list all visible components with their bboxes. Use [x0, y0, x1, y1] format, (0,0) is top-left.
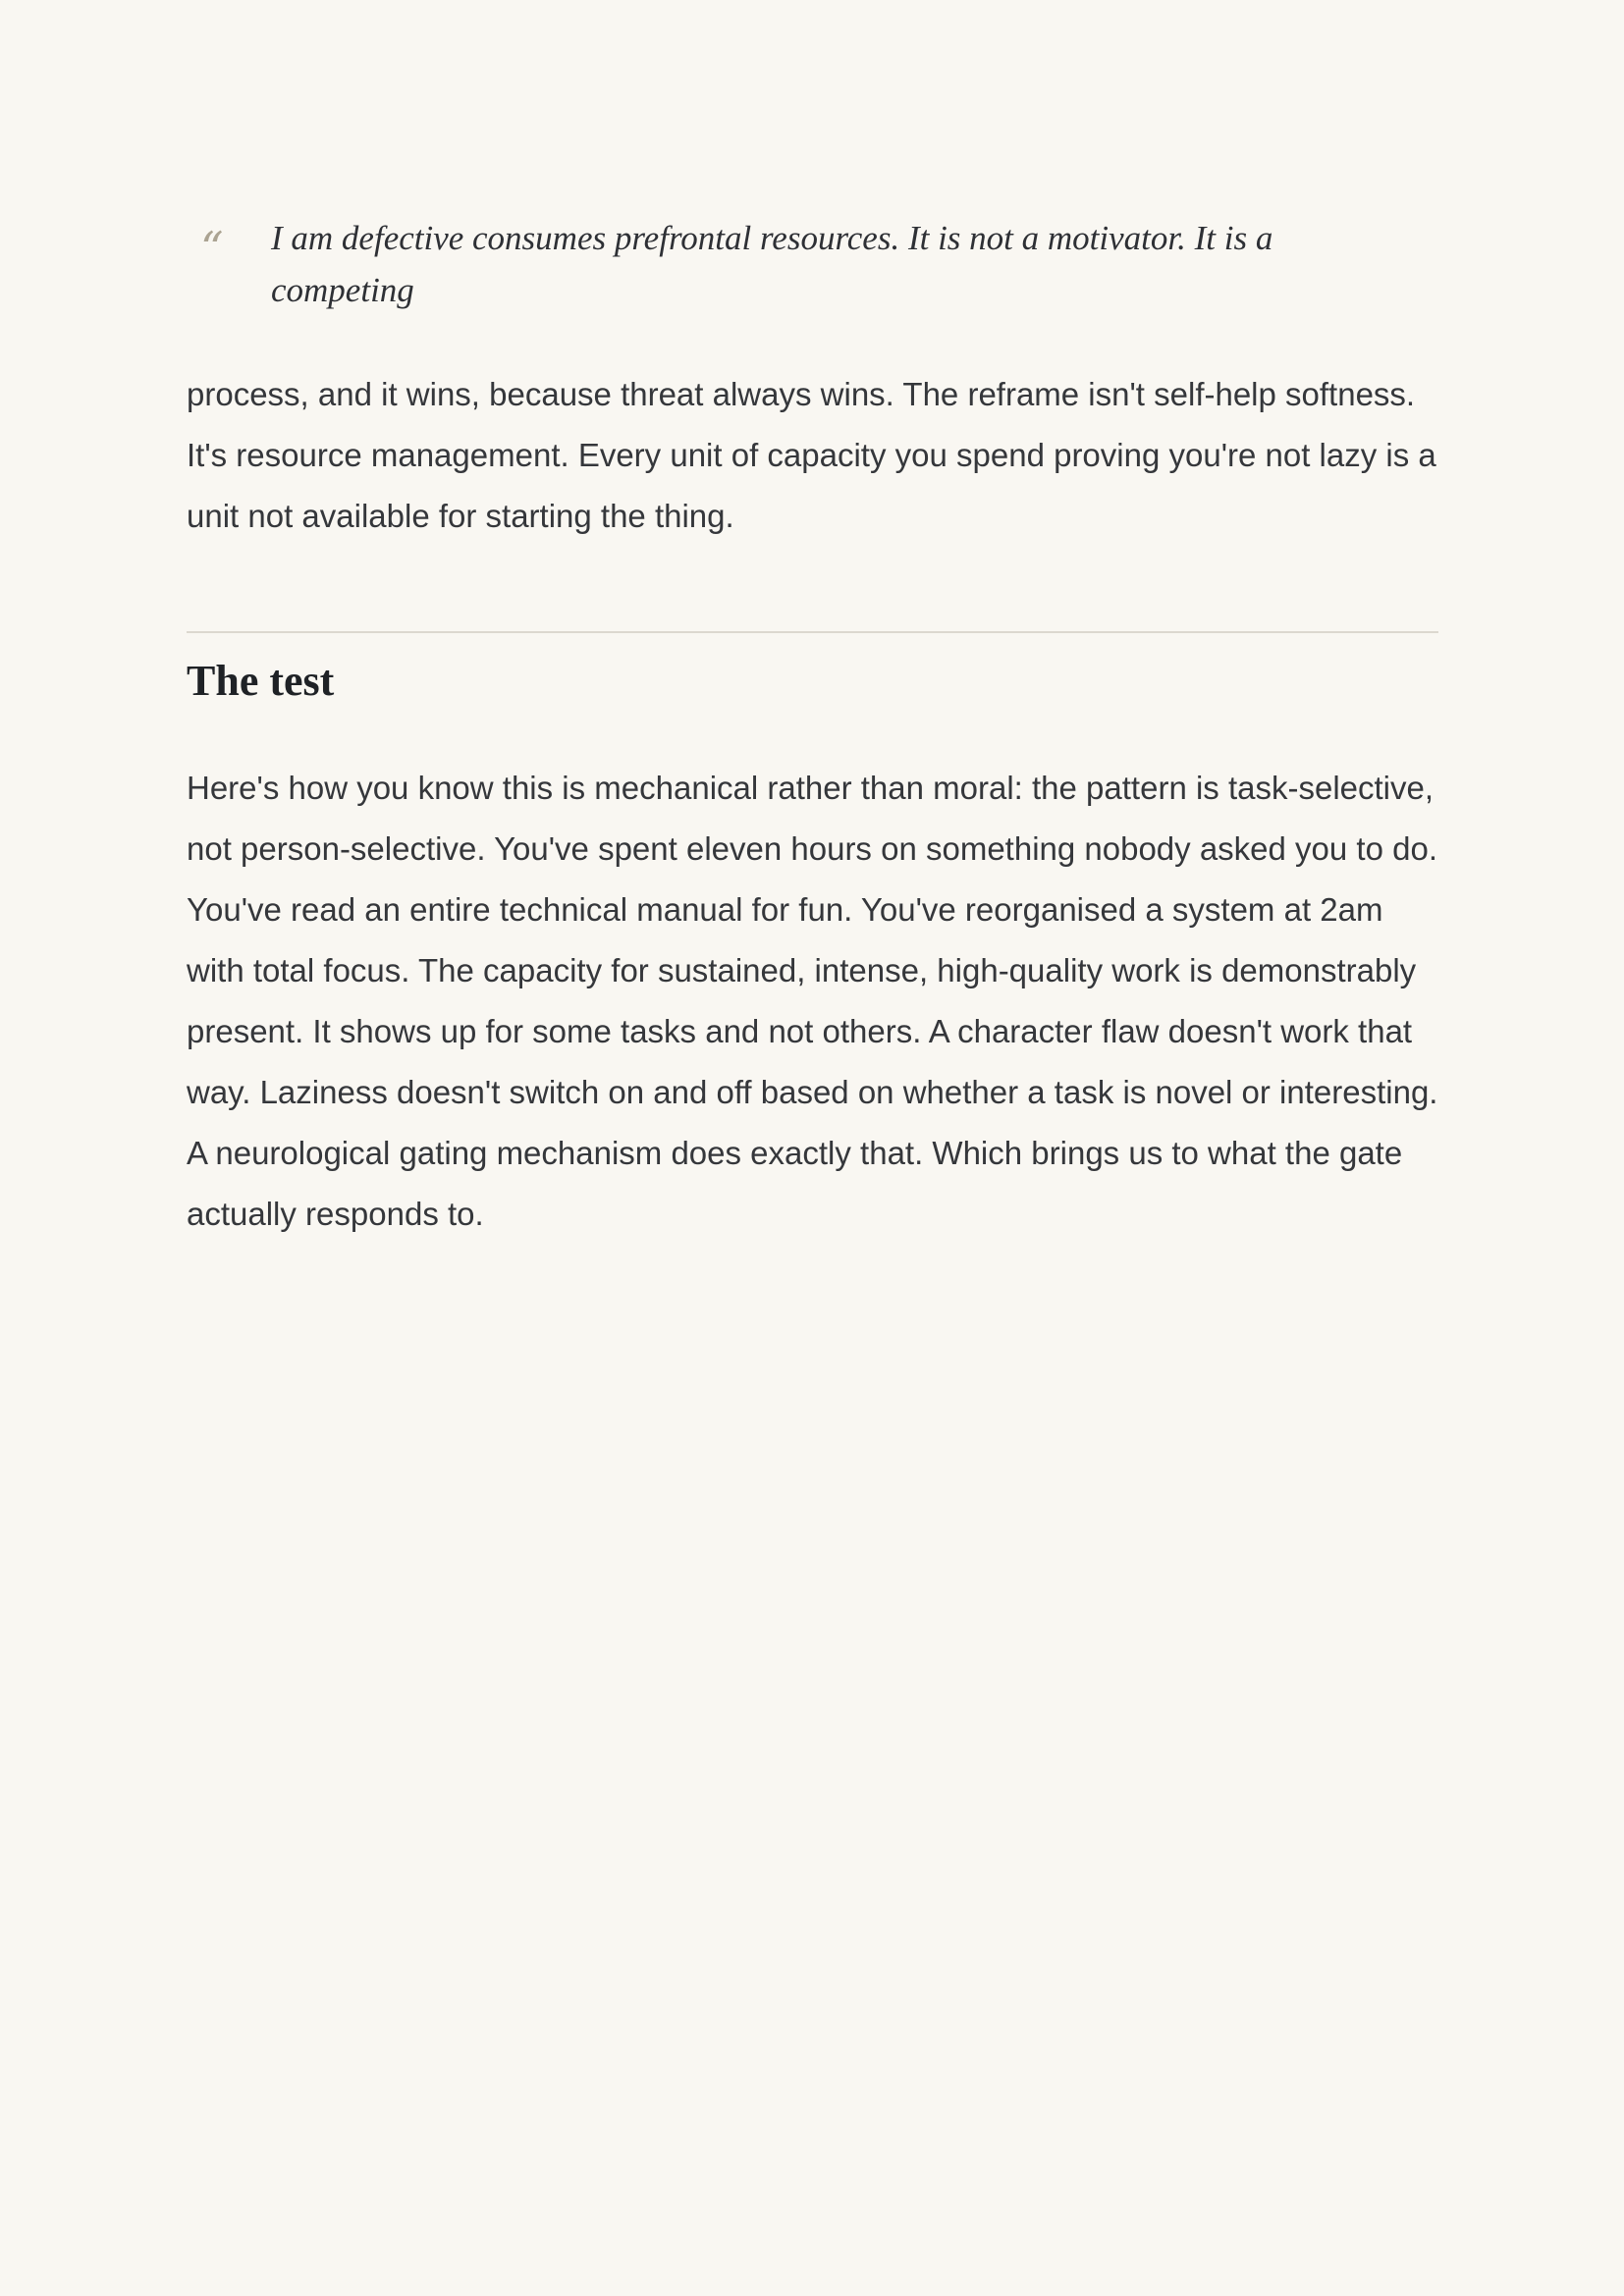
pull-quote-text: I am defective consumes prefrontal resources. It is not a motivator. It is a competing	[271, 219, 1273, 309]
section-paragraph: Here's how you know this is mechanical rather than moral: the pattern is task-selective, not person-selective. You've spent eleven hours on something nobody asked you to do. You've read an entire technical manual for fun. You've reorganised a system at 2am with total focus. The capacity for sustained, intense, high-quality work is demonstrably present. It shows up for some tasks and not others. A character flaw doesn't work that way. Laziness doesn't switch on and off based on whether a task is novel or interesting. A neurological gating mechanism does exactly that. Which brings us to what the gate actually responds to.	[187, 770, 1438, 1232]
section-divider	[187, 631, 1438, 633]
quote-mark-icon: “	[200, 222, 224, 275]
body-paragraph: process, and it wins, because threat always wins. The reframe isn't self-help softness. It's resource management. Every unit of capacity you spend proving you're not lazy is a unit not available for starting the thing.	[187, 376, 1436, 534]
section-heading: The test	[187, 657, 335, 705]
